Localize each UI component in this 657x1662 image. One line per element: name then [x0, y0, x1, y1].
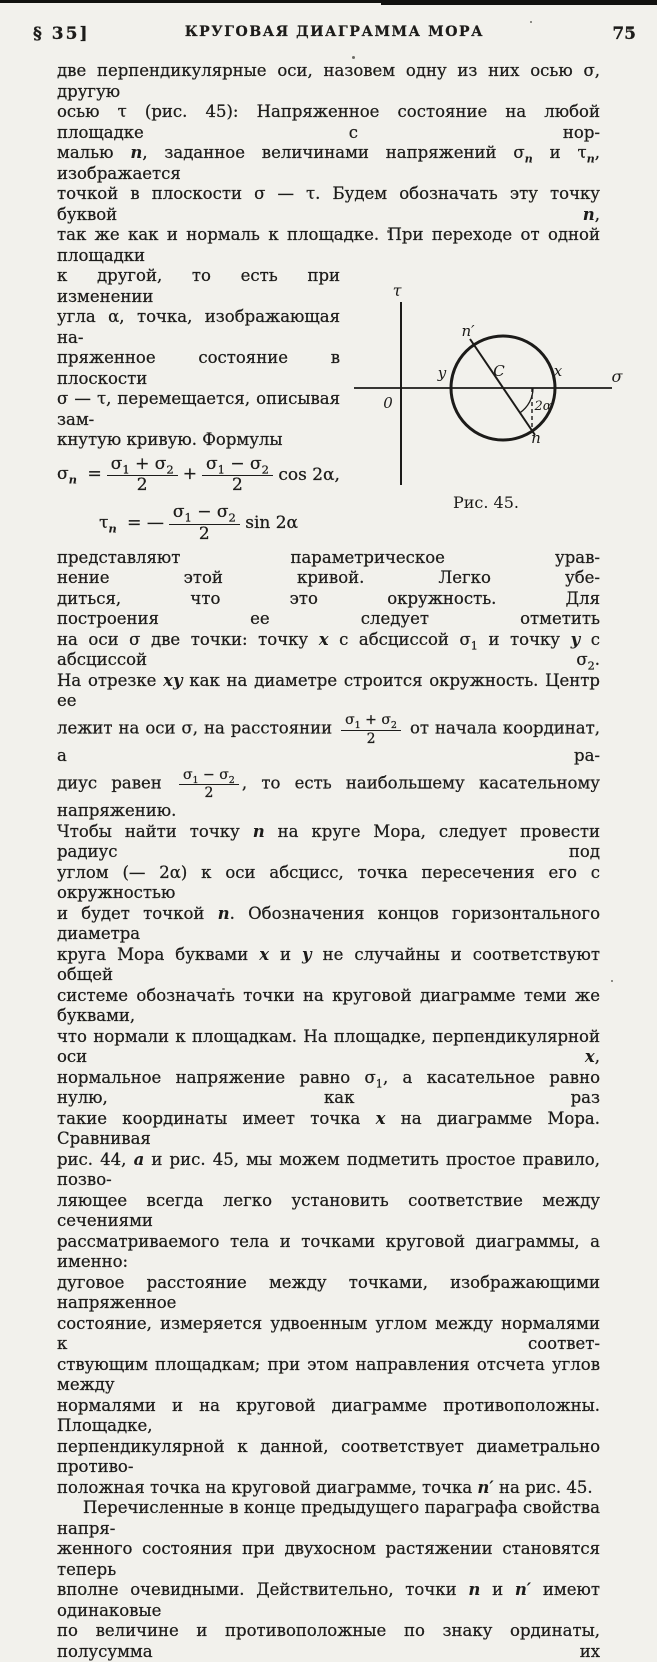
text-line: две перпендикулярные оси, назовем одну из них осью σ, другую	[57, 61, 600, 101]
equation-lhs: $\sigma_n$	[57, 464, 78, 487]
label-origin: 0	[383, 394, 393, 412]
text-line: женного состояния при двухосном растяжении становятся теперь	[57, 1539, 600, 1579]
text-line: ствующим площадкам; при этом направления отсчета углов между	[57, 1354, 600, 1395]
text-line: на оси σ две точки: точку x с абсциссой $\sigma_1$ и точку y с абсциссой $\sigma_2$.	[57, 629, 600, 673]
diameter-line	[470, 339, 535, 435]
equals-sign: =	[87, 464, 102, 485]
text-line: кнутую кривую. Формулы	[57, 430, 283, 449]
section-number: § 35]	[33, 24, 90, 44]
text-line: малью n, заданное величинами напряжений $\sigma_n$ и $\tau_n$, изображается	[57, 143, 600, 183]
text-line: пряженное состояние в плоскости	[57, 348, 340, 388]
equation-lhs: $\tau_n$	[98, 513, 117, 536]
label-x: x	[553, 362, 563, 380]
running-head-title: КРУГОВАЯ ДИАГРАММА МОРА	[184, 24, 485, 40]
text-line: дуговое расстояние между точками, изображающими напряженное	[57, 1272, 600, 1313]
text-line-with-fraction: диус равен $\frac{\sigma_1 - \sigma_2}{2}$ , то есть наибольшему касательному напряжению.	[57, 766, 600, 821]
page	[33, 0, 636, 1662]
fraction: $\frac{\sigma_1 + \sigma_2}{2}$	[107, 455, 178, 496]
text-line: нение этой кривой. Легко убе-	[57, 568, 600, 588]
scan-speck	[611, 980, 613, 982]
label-n: n	[531, 429, 541, 447]
fraction: $\frac{\sigma_1 - \sigma_2}{2}$	[202, 455, 273, 496]
text-line: так же как и нормаль к площадке. При переходе от одной площадки	[57, 225, 600, 265]
text-line: диться, что это окружность. Для	[57, 588, 600, 608]
text-line: нормалями и на круговой диаграмме противоположны. Площадке,	[57, 1395, 600, 1436]
label-angle-2a: 2α	[534, 399, 552, 414]
running-head	[33, 24, 636, 44]
text-line: системе обозначать точки на круговой диаграмме теми же буквами,	[57, 985, 600, 1026]
text-line: вполне очевидными. Действительно, точки n и n′ имеют одинаковые	[57, 1580, 600, 1620]
equals-minus-sign: = —	[127, 513, 164, 534]
fraction: $\frac{\sigma_1 - \sigma_2}{2}$	[179, 767, 239, 801]
figure-caption: Рис. 45.	[452, 493, 520, 512]
body-text	[57, 61, 623, 1662]
label-c: C	[493, 362, 505, 380]
text-line: Перечисленные в конце предыдущего параграфа свойства напря-	[57, 1498, 600, 1538]
text-line: рассматриваемого тела и точками круговой диаграммы, а именно:	[57, 1231, 600, 1272]
text-line: по величине и противоположные по знаку ординаты, полусумма их	[57, 1621, 600, 1661]
plus-sign: +	[182, 464, 197, 485]
label-y: y	[437, 364, 447, 382]
text-line: что нормали к площадкам. На площадке, перпендикулярной оси x,	[57, 1026, 600, 1067]
text-line: углом (— 2α) к оси абсцисс, точка пересечения его с окружностью	[57, 862, 600, 903]
text-line: угла α, точка, изображающая на-	[57, 307, 340, 347]
angle-arc	[520, 388, 533, 413]
text-line: осью τ (рис. 45): Напряженное состояние на любой площадке с нор-	[57, 102, 600, 142]
text-line: и будет точкой n. Обозначения концов горизонтального диаметра	[57, 903, 601, 944]
text-line: На отрезке xy как на диаметре строится окружность. Центр ее	[57, 670, 600, 711]
figure-45	[346, 268, 626, 523]
equation-tail: sin 2α	[245, 513, 299, 534]
label-tau: τ	[392, 281, 402, 300]
label-n-prime: n′	[461, 322, 475, 340]
text-line: точкой в плоскости σ — τ. Будем обозначать эту точку буквой n,	[57, 184, 600, 224]
text-line: σ — τ, перемещается, описывая зам-	[57, 389, 340, 429]
text-line: нормальное напряжение равно $\sigma_1$, а касательное равно нулю, как раз	[57, 1067, 600, 1108]
label-sigma: σ	[611, 367, 623, 386]
text-line: перпендикулярной к данной, соответствует диаметрально противо-	[57, 1436, 600, 1477]
page-number: 75	[612, 24, 636, 44]
text-line: такие координаты имеет точка x на диаграмме Мора. Сравнивая	[57, 1108, 601, 1149]
text-line: рис. 44, а и рис. 45, мы можем подметить простое правило, позво-	[57, 1149, 600, 1190]
mohr-circle-diagram	[346, 268, 626, 523]
text-line: ляющее всегда легко установить соответствие между сечениями	[57, 1190, 600, 1231]
text-line: положная точка на круговой диаграмме, точка n′ на рис. 45.	[57, 1477, 593, 1497]
text-line: представляют параметрическое урав-	[57, 547, 600, 567]
text-line: круга Мора буквами x и y не случайны и соответствуют общей	[57, 944, 600, 985]
text-line: состояние, измеряется удвоенным углом между нормалями к соответ-	[57, 1313, 600, 1354]
fraction: $\frac{\sigma_1 + \sigma_2}{2}$	[341, 712, 401, 746]
fraction: $\frac{\sigma_1 - \sigma_2}{2}$	[169, 503, 240, 544]
equation-tail: cos 2α,	[278, 464, 340, 485]
text-line-with-fraction: лежит на оси σ, на расстоянии $\frac{\sigma_1 + \sigma_2}{2}$ от начала координат, а ра-	[57, 711, 600, 766]
text-line: Чтобы найти точку n на круге Мора, следует провести радиус под	[57, 821, 600, 862]
text-line: к другой, то есть при изменении	[57, 266, 340, 306]
text-line: построения ее следует отметить	[57, 609, 600, 629]
